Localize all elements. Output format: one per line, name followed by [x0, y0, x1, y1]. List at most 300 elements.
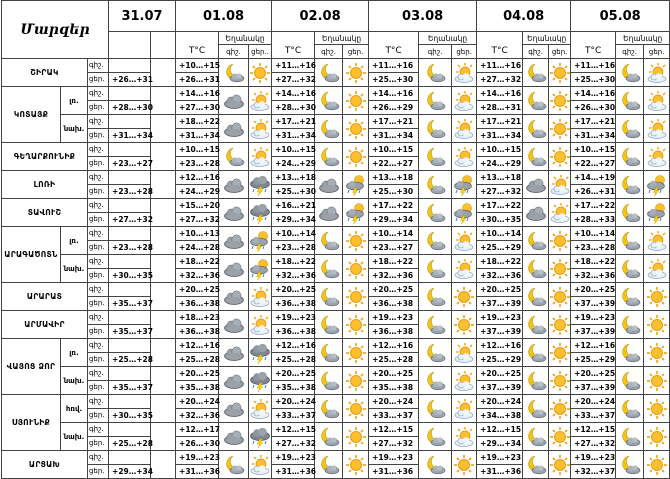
weather-icon-cell — [315, 171, 343, 199]
sun-icon — [343, 62, 368, 84]
sun-storm-icon — [452, 202, 476, 224]
temp-night: +14…+19 — [571, 171, 616, 185]
weather-icon-cell — [343, 395, 369, 423]
temp-night — [109, 59, 151, 73]
storm-icon — [249, 426, 271, 448]
weather-icon-cell — [523, 199, 549, 227]
temp-night: +11…+16 — [477, 59, 523, 73]
moon-cloud-icon — [523, 230, 548, 252]
weather-icon-cell — [523, 87, 549, 115]
sun-storm-icon — [644, 174, 669, 196]
moon-cloud-icon — [419, 146, 451, 168]
temp-night: +14…+16 — [477, 87, 523, 101]
temp-night: +12…+16 — [571, 339, 616, 353]
temp-day: +37…+39 — [477, 325, 523, 339]
weather-forecast-table — [1, 0, 670, 479]
weather-icon-cell — [549, 115, 571, 143]
moon-cloud-icon — [419, 90, 451, 112]
cloud-icon — [315, 174, 342, 196]
moon-cloud-icon — [523, 370, 548, 392]
temp-night: +18…+23 — [176, 311, 219, 325]
weather-icon-cell — [219, 115, 249, 143]
temp-header: T°C — [176, 32, 219, 59]
weather-icon-cell — [219, 423, 249, 451]
subzone-label: հռվ. — [61, 395, 88, 423]
cloud-icon — [219, 174, 248, 196]
day-label: ցեր. — [88, 185, 109, 199]
weather-icon-cell — [616, 227, 644, 255]
sun-cloud-icon — [249, 398, 271, 420]
sun-icon — [549, 230, 570, 252]
cloud-icon — [523, 202, 548, 224]
sun-icon — [644, 370, 669, 392]
sun-icon — [644, 342, 669, 364]
weather-icon-cell — [249, 199, 272, 227]
sun-icon — [549, 286, 570, 308]
temp-day: +32…+37 — [571, 465, 616, 479]
weather-icon-cell — [315, 199, 343, 227]
temp-night — [109, 171, 151, 185]
temp-header: T°C — [369, 32, 419, 59]
night-label: գիշ. — [88, 59, 109, 73]
moon-cloud-icon — [419, 202, 451, 224]
weather-icon-cell — [523, 451, 549, 479]
weather-header: Եղանակը — [523, 32, 571, 45]
first-day-blank — [151, 423, 176, 451]
weather-icon-cell — [523, 423, 549, 451]
temp-night — [109, 115, 151, 129]
temp-night: +12…+16 — [272, 339, 315, 353]
temp-day: +27…+30 — [176, 101, 219, 115]
temp-day: +37…+39 — [571, 325, 616, 339]
day-label: ցեր. — [88, 297, 109, 311]
temp-day: +27…+32 — [272, 437, 315, 451]
sun-storm-icon — [452, 174, 476, 196]
sun-icon — [549, 90, 570, 112]
sun-icon — [343, 146, 368, 168]
temp-night: +10…+14 — [272, 227, 315, 241]
weather-icon-cell — [343, 423, 369, 451]
moon-cloud-icon — [523, 62, 548, 84]
temp-day: +25…+28 — [272, 353, 315, 367]
weather-icon-cell — [249, 339, 272, 367]
weather-icon-cell — [644, 171, 670, 199]
temp-night: +20…+25 — [272, 283, 315, 297]
moon-cloud-icon — [315, 342, 342, 364]
temp-day: +23…+28 — [571, 241, 616, 255]
temp-day: +31…+34 — [571, 129, 616, 143]
subzone-label: նախ. — [61, 255, 88, 283]
day-label: ցեր. — [88, 129, 109, 143]
temp-day: +35…+37 — [109, 297, 151, 311]
weather-icon-cell — [549, 59, 571, 87]
temp-night: +18…+22 — [272, 255, 315, 269]
temp-day: +27…+32 — [477, 73, 523, 87]
temp-day: +33…+37 — [571, 409, 616, 423]
first-day-blank — [151, 311, 176, 339]
temp-night: +18…+22 — [176, 115, 219, 129]
date-header-5: 05.08 — [571, 1, 670, 32]
date-header-0: 31.07 — [109, 1, 176, 32]
night-header: գիշ. — [219, 45, 249, 59]
moon-cloud-icon — [419, 454, 451, 476]
day-label: ցեր. — [88, 465, 109, 479]
moon-cloud-icon — [523, 118, 548, 140]
temp-day: +27…+32 — [369, 437, 419, 451]
region-name: ԳԵՂԱՐՔՈՒՆԻՔ — [2, 143, 88, 171]
region-name: ՇԻՐԱԿ — [2, 59, 88, 87]
sun-storm-icon — [343, 202, 368, 224]
temp-day: +24…+29 — [272, 157, 315, 171]
temp-day: +36…+38 — [176, 297, 219, 311]
sun-storm-icon — [644, 202, 669, 224]
weather-icon-cell — [549, 171, 571, 199]
region-name: ԱՐԱՐԱՏ — [2, 283, 88, 311]
moon-cloud-icon — [523, 342, 548, 364]
weather-icon-cell — [219, 199, 249, 227]
temp-night: +20…+24 — [272, 395, 315, 409]
temp-night: +18…+22 — [369, 255, 419, 269]
temp-day: +36…+38 — [272, 297, 315, 311]
forecast-row — [2, 143, 670, 157]
cloud-icon — [219, 370, 248, 392]
temp-night: +18…+22 — [477, 255, 523, 269]
temp-night: +13…+18 — [369, 171, 419, 185]
temp-night: +20…+25 — [369, 283, 419, 297]
weather-icon-cell — [549, 395, 571, 423]
temp-night — [109, 311, 151, 325]
weather-icon-cell — [343, 171, 369, 199]
sun-icon — [343, 90, 368, 112]
night-label: գիշ. — [88, 255, 109, 269]
cloud-icon — [219, 258, 248, 280]
temp-day: +35…+38 — [272, 381, 315, 395]
temp-night — [109, 227, 151, 241]
temp-day: +36…+38 — [369, 325, 419, 339]
sun-icon — [343, 286, 368, 308]
weather-icon-cell — [343, 311, 369, 339]
sun-cloud-icon — [452, 426, 476, 448]
moon-cloud-icon — [315, 258, 342, 280]
moon-cloud-icon — [616, 62, 643, 84]
moon-cloud-icon — [315, 454, 342, 476]
sun-cloud-icon — [249, 454, 271, 476]
temp-day: +32…+36 — [176, 409, 219, 423]
temp-night: +13…+18 — [477, 171, 523, 185]
temp-night: +14…+16 — [176, 87, 219, 101]
weather-icon-cell — [249, 255, 272, 283]
weather-icon-cell — [644, 311, 670, 339]
weather-icon-cell — [452, 311, 477, 339]
temp-day: +27…+32 — [176, 213, 219, 227]
weather-icon-cell — [452, 255, 477, 283]
weather-icon-cell — [419, 171, 452, 199]
weather-icon-cell — [249, 395, 272, 423]
weather-icon-cell — [644, 59, 670, 87]
regions-header: Մարզեր — [2, 1, 109, 59]
weather-icon-cell — [315, 115, 343, 143]
weather-icon-cell — [644, 451, 670, 479]
temp-night: +14…+16 — [369, 87, 419, 101]
temp-day: +31…+34 — [109, 129, 151, 143]
weather-icon-cell — [219, 87, 249, 115]
sun-cloud-icon — [644, 146, 669, 168]
moon-cloud-icon — [419, 118, 451, 140]
temp-night: +20…+25 — [176, 367, 219, 381]
moon-cloud-icon — [523, 314, 548, 336]
temp-night: +10…+15 — [477, 143, 523, 157]
weather-icon-cell — [549, 255, 571, 283]
temp-day: +31…+34 — [477, 129, 523, 143]
forecast-row — [2, 59, 670, 73]
temp-day: +25…+28 — [369, 353, 419, 367]
sun-cloud-icon — [644, 118, 669, 140]
temp-day: +23…+27 — [109, 157, 151, 171]
temp-night: +19…+23 — [571, 311, 616, 325]
temp-day: +27…+32 — [272, 73, 315, 87]
moon-cloud-icon — [419, 370, 451, 392]
weather-icon-cell — [219, 283, 249, 311]
first-day-blank — [151, 255, 176, 283]
moon-cloud-icon — [616, 90, 643, 112]
weather-icon-cell — [523, 227, 549, 255]
sun-cloud-icon — [249, 146, 271, 168]
weather-icon-cell — [523, 395, 549, 423]
weather-icon-cell — [343, 451, 369, 479]
sun-icon — [644, 454, 669, 476]
temp-night: +17…+21 — [571, 115, 616, 129]
sun-icon — [549, 426, 570, 448]
sun-icon — [343, 454, 368, 476]
temp-day: +32…+36 — [369, 269, 419, 283]
temp-day: +24…+29 — [176, 185, 219, 199]
subzone-label: նախ. — [61, 115, 88, 143]
temp-day: +29…+34 — [109, 465, 151, 479]
temp-day: +27…+32 — [477, 185, 523, 199]
temp-night: +15…+20 — [176, 199, 219, 213]
temp-night: +17…+22 — [477, 199, 523, 213]
weather-icon-cell — [249, 283, 272, 311]
sun-icon — [343, 118, 368, 140]
storm-icon — [249, 342, 271, 364]
day-label: ցեր. — [88, 157, 109, 171]
temp-night: +12…+16 — [176, 339, 219, 353]
temp-night: +10…+15 — [176, 59, 219, 73]
temp-header: T°C — [272, 32, 315, 59]
temp-day: +26…+30 — [176, 437, 219, 451]
temp-night: +20…+24 — [176, 395, 219, 409]
weather-icon-cell — [452, 115, 477, 143]
moon-cloud-icon — [219, 146, 248, 168]
weather-icon-cell — [419, 87, 452, 115]
moon-cloud-icon — [616, 342, 643, 364]
temp-day: +37…+39 — [477, 297, 523, 311]
temp-night: +11…+16 — [369, 59, 419, 73]
weather-icon-cell — [523, 367, 549, 395]
temp-day: +31…+34 — [176, 129, 219, 143]
temp-day: +29…+34 — [477, 437, 523, 451]
weather-icon-cell — [549, 311, 571, 339]
sun-icon — [644, 314, 669, 336]
weather-icon-cell — [523, 283, 549, 311]
moon-cloud-icon — [523, 258, 548, 280]
weather-icon-cell — [452, 199, 477, 227]
night-header: գիշ. — [315, 45, 343, 59]
date-header-4: 04.08 — [477, 1, 571, 32]
temp-night: +20…+25 — [477, 283, 523, 297]
first-day-blank — [151, 143, 176, 171]
sun-icon — [452, 286, 476, 308]
cloud-icon — [219, 398, 248, 420]
weather-icon-cell — [452, 283, 477, 311]
weather-icon-cell — [315, 423, 343, 451]
temp-day: +25…+29 — [571, 353, 616, 367]
weather-icon-cell — [419, 199, 452, 227]
weather-icon-cell — [249, 87, 272, 115]
temp-night: +20…+25 — [176, 283, 219, 297]
weather-icon-cell — [219, 311, 249, 339]
temp-day: +33…+37 — [369, 409, 419, 423]
moon-cloud-icon — [419, 342, 451, 364]
sun-cloud-icon — [249, 118, 271, 140]
weather-icon-cell — [549, 227, 571, 255]
weather-icon-cell — [452, 339, 477, 367]
temp-night — [109, 87, 151, 101]
moon-cloud-icon — [315, 118, 342, 140]
weather-icon-cell — [419, 395, 452, 423]
sun-cloud-icon — [452, 342, 476, 364]
temp-day: +28…+31 — [477, 101, 523, 115]
cloud-icon — [219, 230, 248, 252]
weather-icon-cell — [523, 59, 549, 87]
temp-day: +32…+36 — [176, 269, 219, 283]
night-label: գիշ. — [88, 115, 109, 129]
sun-cloud-icon — [549, 174, 570, 196]
forecast-row — [2, 171, 670, 185]
temp-night: +19…+23 — [369, 311, 419, 325]
moon-cloud-icon — [616, 314, 643, 336]
weather-icon-cell — [644, 255, 670, 283]
temp-day: +33…+37 — [272, 409, 315, 423]
weather-icon-cell — [644, 367, 670, 395]
first-day-blank — [151, 283, 176, 311]
first-day-blank — [151, 171, 176, 199]
temp-night: +10…+15 — [176, 143, 219, 157]
forecast-row — [2, 199, 670, 213]
weather-icon-cell — [343, 87, 369, 115]
weather-icon-cell — [523, 255, 549, 283]
weather-icon-cell — [315, 87, 343, 115]
weather-icon-cell — [644, 227, 670, 255]
temp-day: +23…+28 — [176, 157, 219, 171]
sun-icon — [249, 62, 271, 84]
weather-icon-cell — [549, 339, 571, 367]
cloud-icon — [219, 342, 248, 364]
weather-icon-cell — [452, 423, 477, 451]
day-header: ցեր. — [343, 45, 369, 59]
weather-icon-cell — [343, 283, 369, 311]
weather-icon-cell — [549, 367, 571, 395]
temp-day: +37…+39 — [571, 381, 616, 395]
night-label: գիշ. — [88, 423, 109, 437]
moon-cloud-icon — [315, 146, 342, 168]
temp-night: +20…+25 — [477, 367, 523, 381]
sun-cloud-icon — [549, 202, 570, 224]
weather-icon-cell — [315, 311, 343, 339]
temp-night: +17…+21 — [272, 115, 315, 129]
weather-icon-cell — [343, 339, 369, 367]
temp-night: +10…+15 — [272, 143, 315, 157]
region-name: ՏԱՎՈՒՇ — [2, 199, 88, 227]
temp-day: +26…+30 — [571, 101, 616, 115]
temp-day: +22…+27 — [369, 157, 419, 171]
temp-night: +12…+15 — [477, 423, 523, 437]
subzone-label: լռ. — [61, 87, 88, 115]
weather-icon-cell — [523, 143, 549, 171]
weather-icon-cell — [644, 143, 670, 171]
sun-cloud-icon — [644, 62, 669, 84]
weather-icon-cell — [549, 283, 571, 311]
cloud-icon — [219, 314, 248, 336]
weather-icon-cell — [249, 451, 272, 479]
night-label: գիշ. — [88, 451, 109, 465]
forecast-row — [2, 255, 670, 269]
first-day-blank — [151, 395, 176, 423]
moon-cloud-icon — [315, 370, 342, 392]
weather-icon-cell — [419, 311, 452, 339]
sun-cloud-icon — [644, 258, 669, 280]
temp-day: +32…+36 — [571, 269, 616, 283]
temp-day: +25…+30 — [369, 185, 419, 199]
temp-night: +20…+25 — [571, 283, 616, 297]
moon-cloud-icon — [616, 202, 643, 224]
weather-icon-cell — [452, 87, 477, 115]
temp-night: +17…+21 — [477, 115, 523, 129]
weather-icon-cell — [549, 143, 571, 171]
temp-day: +36…+38 — [272, 325, 315, 339]
moon-cloud-icon — [523, 286, 548, 308]
weather-icon-cell — [616, 283, 644, 311]
temp-night: +10…+15 — [571, 143, 616, 157]
cloud-icon — [219, 286, 248, 308]
sun-cloud-icon — [452, 146, 476, 168]
temp-day: +25…+28 — [109, 353, 151, 367]
sun-icon — [452, 454, 476, 476]
first-day-blank — [151, 339, 176, 367]
sun-icon — [644, 398, 669, 420]
moon-cloud-icon — [419, 258, 451, 280]
weather-icon-cell — [616, 143, 644, 171]
weather-icon-cell — [616, 395, 644, 423]
moon-cloud-icon — [616, 118, 643, 140]
first-day-blank-2 — [151, 32, 176, 59]
temp-night: +12…+16 — [369, 339, 419, 353]
temp-day: +25…+30 — [272, 185, 315, 199]
sun-icon — [343, 398, 368, 420]
weather-icon-cell — [616, 199, 644, 227]
sun-icon — [343, 342, 368, 364]
forecast-row — [2, 339, 670, 353]
weather-icon-cell — [219, 367, 249, 395]
moon-cloud-icon — [315, 286, 342, 308]
weather-icon-cell — [616, 423, 644, 451]
weather-icon-cell — [343, 59, 369, 87]
moon-cloud-icon — [523, 90, 548, 112]
temp-night: +19…+23 — [477, 311, 523, 325]
weather-icon-cell — [343, 255, 369, 283]
weather-icon-cell — [523, 115, 549, 143]
temp-night: +12…+15 — [272, 423, 315, 437]
